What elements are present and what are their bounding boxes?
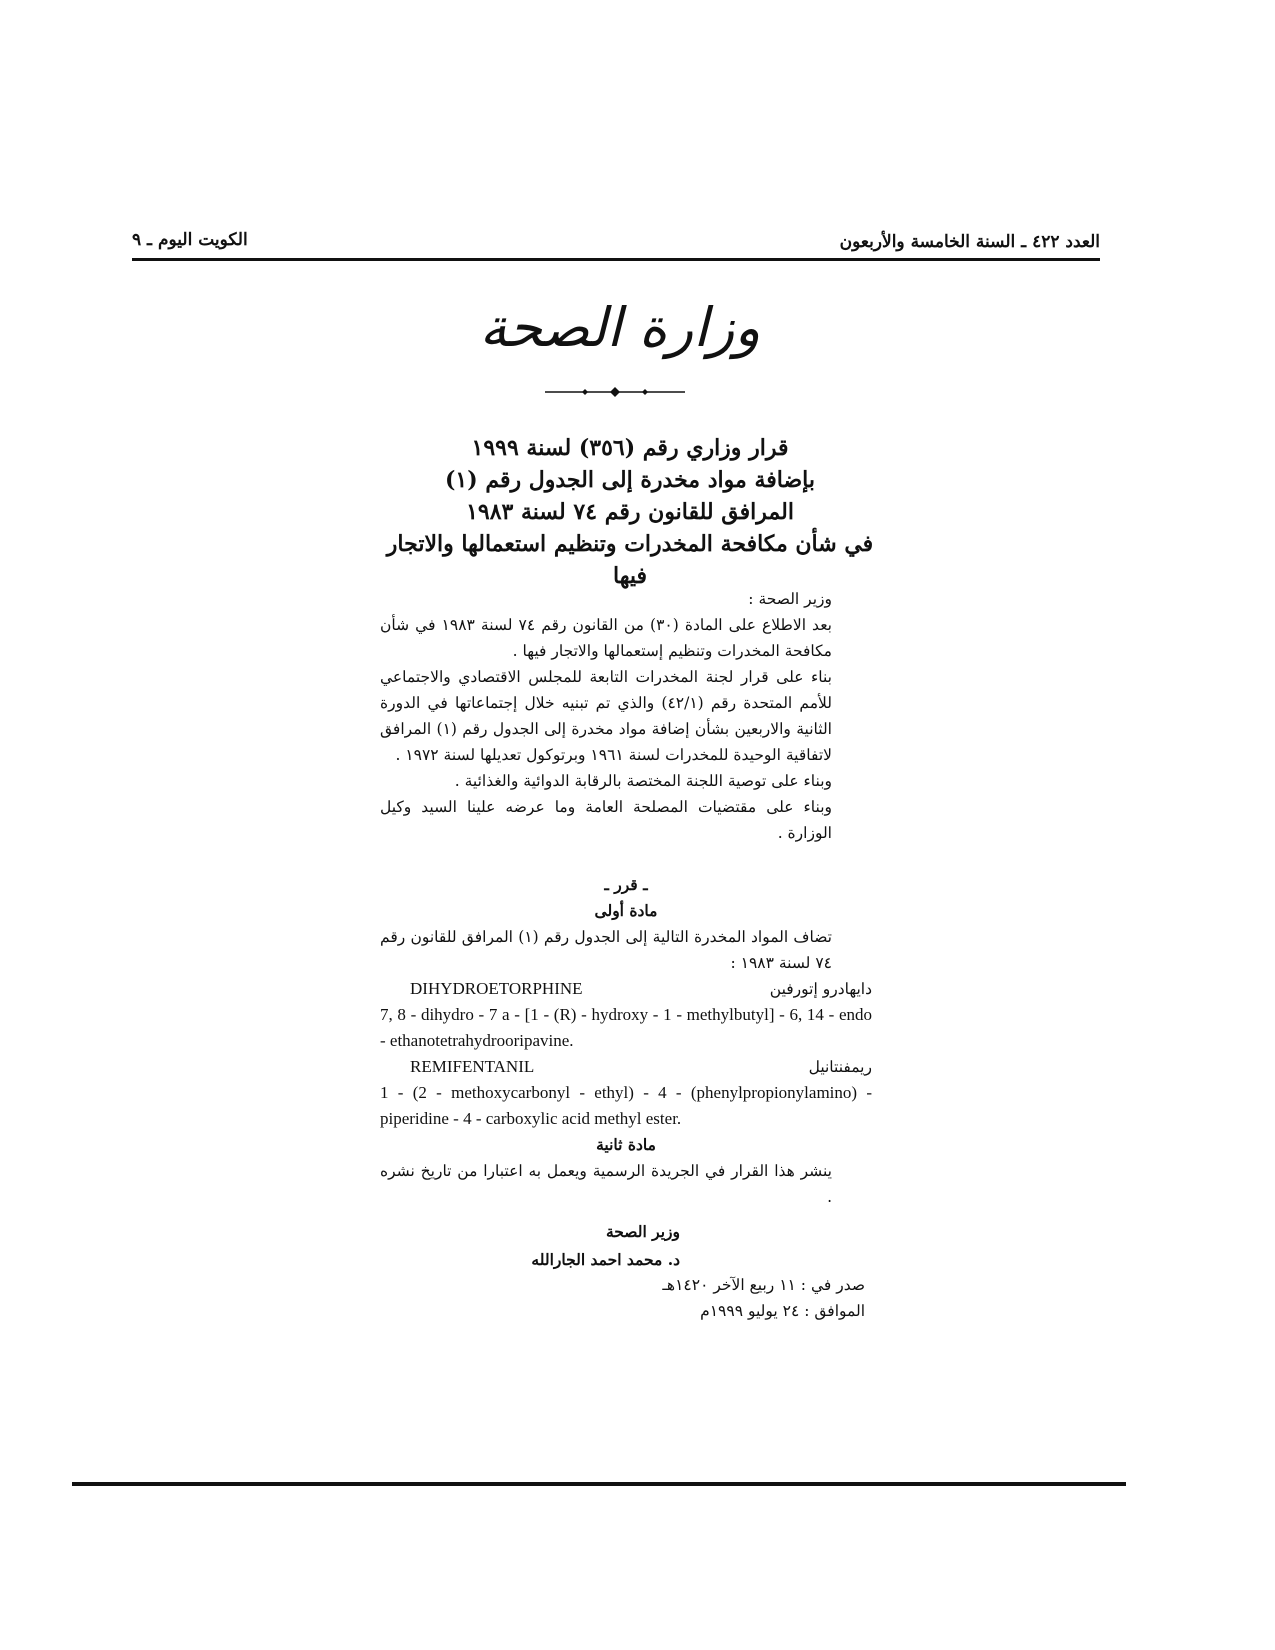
title-line: قرار وزاري رقم (٣٥٦) لسنة ١٩٩٩	[471, 435, 789, 461]
substance-1-header	[380, 976, 872, 1002]
article-2-title: مادة ثانية	[596, 1135, 656, 1154]
ornament-divider	[545, 386, 685, 398]
substance-2-chemical: 1 - (2 - methoxycarbonyl - ethyl) - 4 - (phenylpropionylamino) - piperidine - 4 - carboxylic acid methyl ester.	[380, 1083, 872, 1128]
footer-divider	[72, 1482, 1126, 1486]
article-1-text: تضاف المواد المخدرة التالية إلى الجدول رقم (١) المرافق للقانون رقم ٧٤ لسنة ١٩٨٣ :	[380, 928, 832, 972]
signature-title: وزير الصحة	[605, 1222, 680, 1241]
header-divider	[132, 258, 1100, 261]
decree-body	[380, 586, 872, 1210]
signature-name: د. محمد احمد الجارالله	[531, 1250, 680, 1269]
decree-title	[380, 432, 880, 592]
ministry-calligraphy-title: وزارة الصحة	[479, 296, 761, 359]
minister-line: وزير الصحة :	[748, 590, 832, 608]
title-line: في شأن مكافحة المخدرات وتنظيم استعمالها والاتجار فيها	[386, 531, 874, 589]
title-line: بإضافة مواد مخدرة إلى الجدول رقم (١)	[445, 467, 815, 493]
substance-2-header	[380, 1054, 872, 1080]
article-2-text: ينشر هذا القرار في الجريدة الرسمية ويعمل به اعتبارا من تاريخ نشره .	[380, 1162, 832, 1206]
substance-2-name-ar: ريمفنتانيل	[808, 1058, 872, 1076]
issue-date-hijri: صدر في : ١١ ربيع الآخر ١٤٢٠هـ	[662, 1276, 865, 1294]
preamble-paragraph: وبناء على مقتضيات المصلحة العامة وما عرضه علينا السيد وكيل الوزارة .	[380, 798, 832, 842]
preamble-paragraph: بناء على قرار لجنة المخدرات التابعة للمجلس الاقتصادي والاجتماعي للأمم المتحدة رقم (٤٢/١) والذي تم تبنيه خلال إجتماعاتها في الدورة الثانية والاربعين بشأن إضافة مواد مخدرة إلى الجدول رقم (١) المرافق لاتفاقية الوحيدة للمخدرات لسنة ١٩٦١ وبرتوكول تعديلها لسنة ١٩٧٢ .	[380, 668, 832, 764]
issue-label: العدد ٤٢٢ ـ السنة الخامسة والأربعون	[839, 232, 1100, 252]
decision-heading: ـ قرر ـ	[604, 875, 648, 894]
article-1-title: مادة أولى	[594, 901, 658, 920]
preamble-paragraph: وبناء على توصية اللجنة المختصة بالرقابة الدوائية والغذائية .	[454, 772, 832, 790]
substance-1-name-ar: دايهادرو إتورفين	[769, 980, 872, 998]
substance-1-chemical: 7, 8 - dihydro - 7 a - [1 - (R) - hydroxy - 1 - methylbutyl] - 6, 14 - endo - ethanotetrahydrooripavine.	[380, 1005, 872, 1050]
page-label: الكويت اليوم ـ ٩	[132, 230, 248, 250]
substance-2-name-en: REMIFENTANIL	[410, 1057, 535, 1076]
issue-date-block	[600, 1272, 865, 1324]
substance-1-name-en: DIHYDROETORPHINE	[410, 979, 583, 998]
title-line: المرافق للقانون رقم ٧٤ لسنة ١٩٨٣	[466, 499, 794, 525]
preamble-paragraph: بعد الاطلاع على المادة (٣٠) من القانون رقم ٧٤ لسنة ١٩٨٣ في شأن مكافحة المخدرات وتنظيم إستعمالها والاتجار فيها .	[380, 616, 832, 660]
signature-block	[520, 1218, 680, 1274]
issue-date-gregorian: الموافق : ٢٤ يوليو ١٩٩٩م	[700, 1302, 865, 1320]
